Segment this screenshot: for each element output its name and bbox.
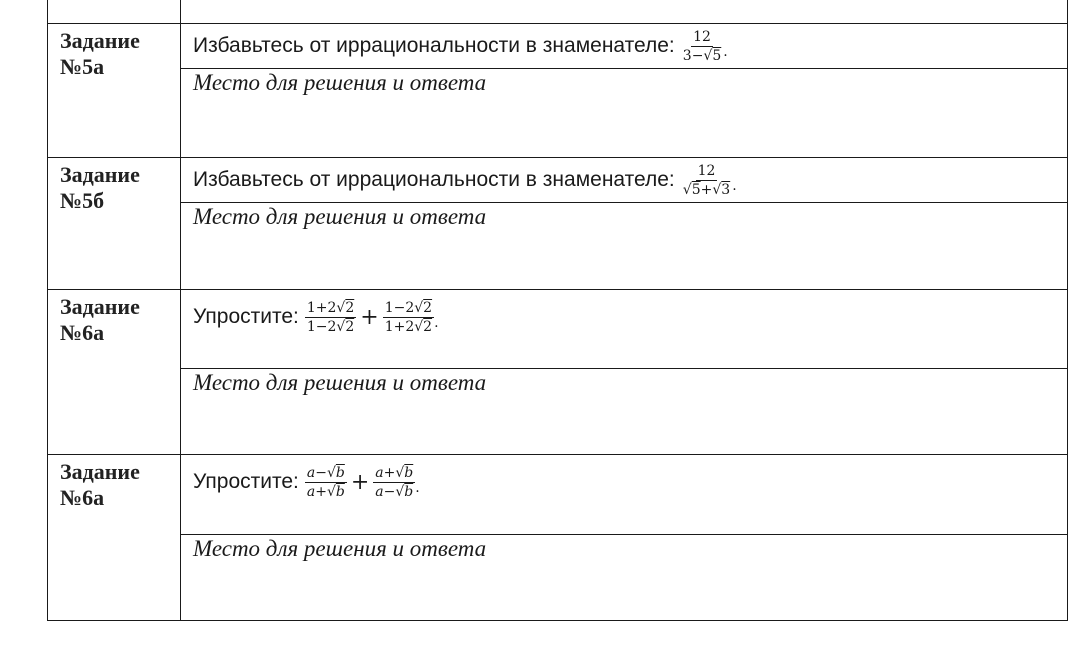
- plus-sign: +: [360, 304, 379, 330]
- fraction-denominator: [305, 318, 356, 335]
- radicand: 2: [423, 299, 433, 316]
- radicand: b: [335, 483, 345, 500]
- fraction: [305, 300, 356, 335]
- radicand: 2: [423, 318, 433, 335]
- task-question: [193, 23, 728, 69]
- task-number: №5а: [60, 54, 105, 79]
- period: .: [723, 44, 728, 60]
- task-question: [193, 294, 439, 340]
- answer-area-label: Место для решения и ответа: [193, 536, 487, 561]
- denominator-part: 3−√: [682, 47, 713, 64]
- task-label: [60, 294, 140, 346]
- denominator-part: +√: [700, 181, 722, 198]
- fraction-numerator: [383, 300, 434, 318]
- table-border-middle: [180, 0, 181, 621]
- task-label-word: Задание: [60, 28, 140, 53]
- task-label-word: Задание: [60, 162, 140, 187]
- answer-area-label: Место для решения и ответа: [193, 204, 487, 229]
- numerator-part: a−√: [306, 464, 336, 481]
- fraction-numerator: 12: [697, 162, 716, 179]
- table-border-left: [47, 0, 48, 621]
- task-prompt: Избавьтесь от иррациональности в знаменателе:: [193, 34, 675, 57]
- task-number: №6а: [60, 485, 105, 510]
- task-label: [60, 28, 140, 80]
- radicand: 2: [345, 299, 355, 316]
- numerator-part: a+√: [375, 464, 405, 481]
- radicand: b: [335, 464, 345, 481]
- fraction: [681, 163, 732, 198]
- denominator-part: a+√: [306, 483, 336, 500]
- fraction: [305, 465, 347, 500]
- cell-border: [180, 534, 1068, 535]
- task-label: [60, 162, 140, 214]
- fraction: [383, 300, 434, 335]
- task-label-word: Задание: [60, 459, 140, 484]
- radicand: b: [404, 483, 414, 500]
- task-prompt: Упростите:: [193, 470, 299, 493]
- task-number: №6а: [60, 320, 105, 345]
- radicand: b: [404, 464, 414, 481]
- fraction-denominator: [681, 47, 723, 64]
- denominator-part: a−√: [375, 483, 405, 500]
- fraction: [681, 29, 723, 64]
- fraction-denominator: [305, 483, 347, 500]
- radicand: 5: [691, 181, 701, 198]
- task-prompt: Избавьтесь от иррациональности в знаменателе:: [193, 168, 675, 191]
- fraction-denominator: [383, 318, 434, 335]
- denominator-part: 1−2√: [306, 318, 346, 335]
- radicand: 5: [712, 47, 722, 64]
- fraction-numerator: [305, 300, 356, 318]
- row-border: [47, 454, 1068, 455]
- plus-sign: +: [350, 469, 370, 495]
- task-number: №5б: [60, 188, 105, 213]
- answer-area-label: Место для решения и ответа: [193, 70, 487, 95]
- period: .: [732, 178, 737, 194]
- period: .: [415, 480, 420, 496]
- task-prompt: Упростите:: [193, 305, 299, 328]
- denominator-part: √: [682, 181, 692, 198]
- row-border: [47, 289, 1068, 290]
- answer-area-label: Место для решения и ответа: [193, 370, 487, 395]
- table-border-right: [1067, 0, 1068, 621]
- cell-border: [180, 368, 1068, 369]
- task-label: [60, 459, 140, 511]
- numerator-part: 1+2√: [306, 299, 346, 316]
- numerator-part: 1−2√: [384, 299, 424, 316]
- fraction: [373, 465, 415, 500]
- fraction-numerator: [373, 465, 415, 483]
- table-border-bottom: [47, 620, 1068, 621]
- task-question: [193, 157, 737, 203]
- fraction-denominator: [373, 483, 415, 500]
- denominator-part: 1+2√: [384, 318, 424, 335]
- fraction-denominator: [681, 181, 732, 198]
- task-label-word: Задание: [60, 294, 140, 319]
- fraction-numerator: [305, 465, 347, 483]
- period: .: [434, 315, 439, 331]
- radicand: 3: [721, 181, 731, 198]
- task-question: [193, 459, 420, 505]
- fraction-numerator: 12: [693, 28, 711, 45]
- radicand: 2: [345, 318, 355, 335]
